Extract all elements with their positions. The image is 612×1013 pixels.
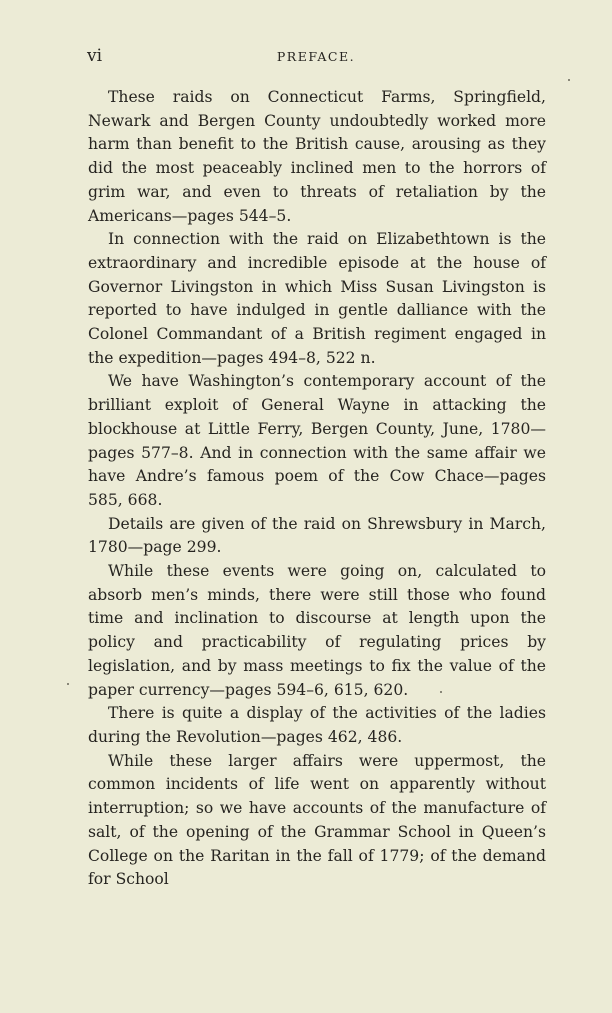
paragraph-common-incidents: While these larger affairs were uppermost, the common incidents of life went on apparently without interruption; so we have accounts of the manufacture of salt, of the opening of the Grammar School in Queen’s College on the Raritan in the fall of 1779; of the demand for School [88,751,546,889]
running-head [87,46,545,66]
paragraph-raids: These raids on Connecticut Farms, Springfield, Newark and Bergen County undoubtedly worked more harm than benefit to the British cause, arousing as they did the most peaceably inclined men to the horrors of grim war, and even to threats of retaliation by the Americans—pages 544–5. [88,88,546,225]
speck-mark [67,683,69,685]
paragraph-washington-account: We have Washington’s contemporary account of the brilliant exploit of General Wayne in attacking the blockhouse at Little Ferry, Bergen County, June, 1780—pages 577–8. And in connection with the same affair we have Andre’s famous poem of the Cow Chace—pages 585, 668. [88,372,546,509]
paragraph-ladies: There is quite a display of the activities of the ladies during the Revolution—pages 462, 486. [88,704,546,746]
body-text [88,86,546,892]
running-title: PREFACE. [276,49,356,64]
speck-mark [440,691,442,693]
paragraph-elizabethtown: In connection with the raid on Elizabethtown is the extraordinary and incredible episode at the house of Governor Livingston in which Miss Susan Livingston is reported to have indulged in gentle dalliance with the Colonel Commandant of a British regiment engaged in the expedition—pages 494–8, 522 n. [88,230,546,367]
paragraph-shrewsbury: Details are given of the raid on Shrewsbury in March, 1780—page 299. [88,514,546,557]
page-number: vi [87,46,103,66]
speck-mark [568,79,570,81]
paragraph-prices: While these events were going on, calculated to absorb men’s minds, there were still those who found time and inclination to discourse at length upon the policy and practicability of regulating prices by legislation, and by mass meetings to fix the value of the paper currency—pages 594–6, 615, 620. [88,562,546,699]
